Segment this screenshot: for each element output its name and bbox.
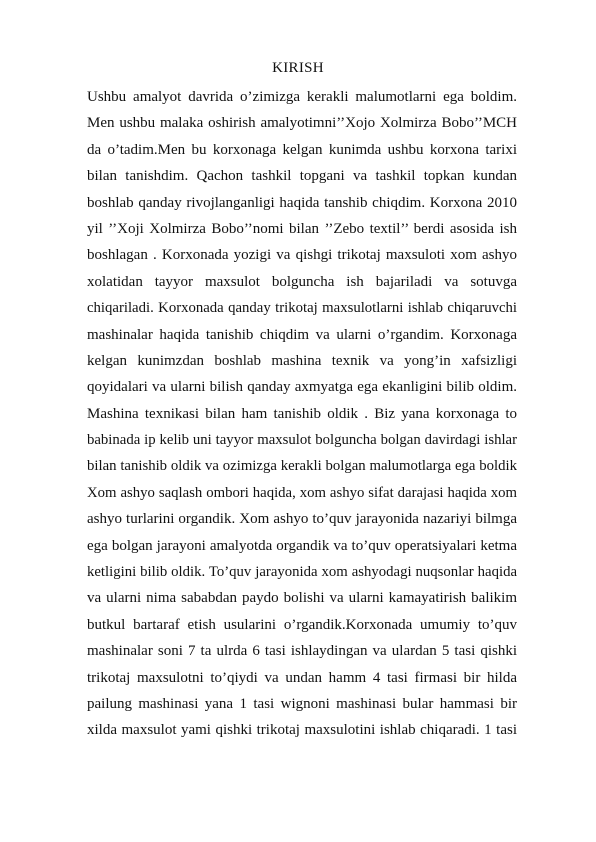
text-line: ketligini bilib oldik. To’quv jarayonida xom ashyodagi nuqsonlar haqida	[87, 564, 517, 581]
text-line: boshlab qanday rivojlanganligi haqida tanshib chiqdim. Korxona 2010	[87, 194, 517, 211]
text-line: babinada ip kelib uni tayyor maxsulot bolguncha bolgan davirdagi ishlar	[87, 432, 517, 449]
text-line: xilda maxsulot yami qishki trikotaj maxsulotini ishlab chiqaradi. 1 tasi	[87, 722, 517, 739]
text-line: butkul bartaraf etish usularini o’rgandik.Korxonada umumiy to’quv	[87, 616, 517, 633]
text-line: yil ’’Xoji Xolmirza Bobo’’nomi bilan ’’Zebo textil’’ berdi asosida ish	[87, 220, 517, 237]
document-title: KIRISH	[272, 60, 324, 76]
document-body	[87, 84, 517, 744]
text-line: mashinalar haqida tanishib chiqdim va ularni o’rgandim. Korxonaga	[87, 326, 517, 343]
text-line: va ularni nima sababdan paydo bolishi va ularni kamayatirish balikim	[87, 590, 517, 607]
text-line: bilan tanishdim. Qachon tashkil topgani va tashkil topkan kundan	[87, 168, 517, 185]
text-line: Xom ashyo saqlash ombori haqida, xom ashyo sifat darajasi haqida xom	[87, 484, 517, 501]
text-line: chiqariladi. Korxonada qanday trikotaj maxsulotlarni ishlab chiqaruvchi	[87, 300, 517, 317]
text-line: boshlagan . Korxonada yozigi va qishgi trikotaj maxsuloti xom ashyo	[87, 247, 517, 264]
text-line: ashyo turlarini organdik. Xom ashyo to’quv jarayonida nazariyi bilmga	[87, 511, 517, 528]
text-line: da o’tadim.Men bu korxonaga kelgan kunimda ushbu korxona tarixi	[87, 141, 517, 158]
text-line: bilan tanishib oldik va ozimizga kerakli bolgan malumotlarga ega boldik	[87, 458, 517, 475]
text-line: kelgan kunimzdan boshlab mashina texnik va yong’in xafsizligi	[87, 352, 517, 369]
text-line: pailung mashinasi yana 1 tasi wignoni mashinasi bular hammasi bir	[87, 695, 517, 712]
text-line: Men ushbu malaka oshirish amalyotimni’’Xojo Xolmirza Bobo’’MCH	[87, 115, 517, 132]
text-line: mashinalar soni 7 ta ulrda 6 tasi ishlaydingan va ulardan 5 tasi qishki	[87, 643, 517, 660]
text-line: trikotaj maxsulotni to’qiydi va undan hamm 4 tasi firmasi bir hilda	[87, 669, 517, 686]
text-line: qoyidalari va ularni bilish qanday axmyatga ega ekanligini bilib oldim.	[87, 379, 517, 396]
text-line: Mashina texnikasi bilan ham tanishib oldik . Biz yana korxonaga to	[87, 405, 517, 422]
text-line: xolatidan tayyor maxsulot bolguncha ish bajariladi va sotuvga	[87, 273, 517, 290]
text-line: Ushbu amalyot davrida o’zimizga kerakli malumotlarni ega boldim.	[87, 89, 517, 105]
text-line: ega bolgan jarayoni amalyotda organdik va to’quv operatsiyalari ketma	[87, 537, 517, 554]
